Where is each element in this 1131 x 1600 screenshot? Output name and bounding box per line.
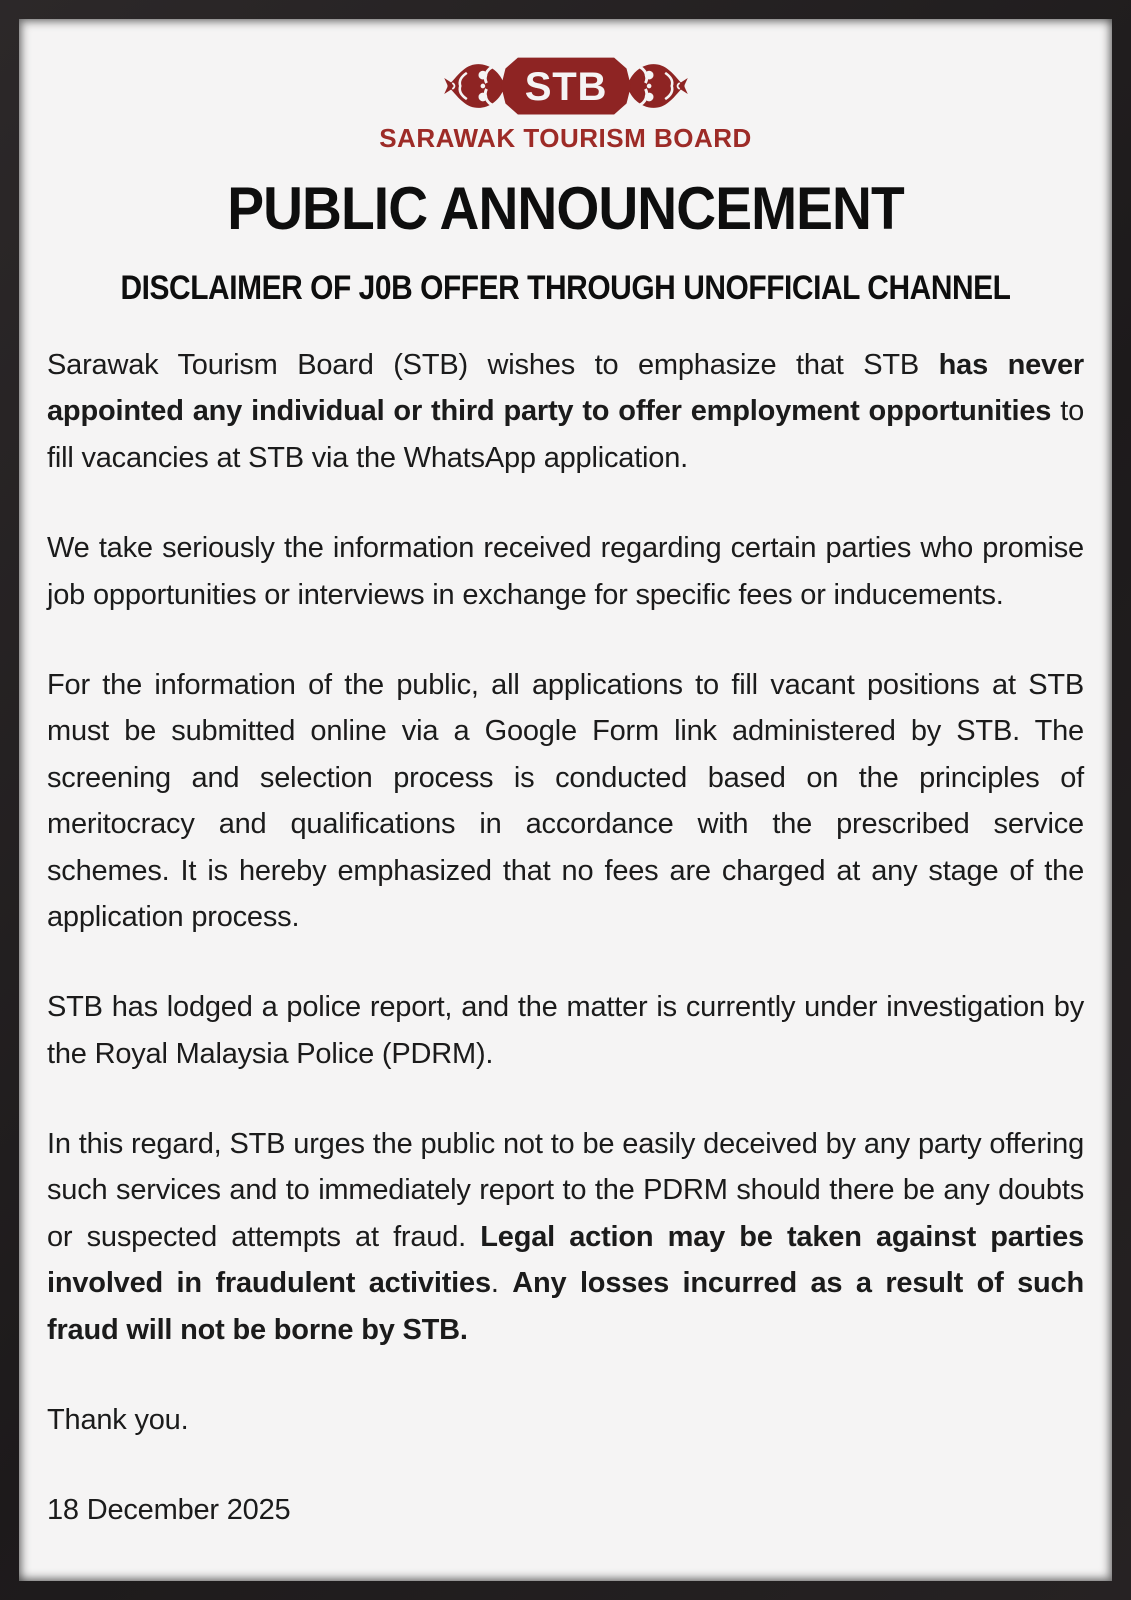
text-segment: STB has lodged a police report, and the matter is currently under investigation by the Royal Malaysia Police (PDRM). [47, 991, 1084, 1070]
paragraph-police-report [47, 984, 1084, 1077]
text-segment: We take seriously the information received regarding certain parties who promise job opportunities or interviews in exchange for specific fees or inducements. [47, 532, 1084, 611]
org-name: SARAWAK TOURISM BOARD [379, 123, 752, 153]
announcement-subtitle: DISCLAIMER OF J0B OFFER THROUGH UNOFFICIAL CHANNEL [120, 269, 1011, 307]
stb-logo-text: STB [524, 64, 607, 109]
stb-logo-icon [441, 51, 691, 121]
paragraph-public-warning [47, 1121, 1084, 1353]
announcement-paper [19, 19, 1112, 1581]
text-segment: Legal action may be taken against parties involved in fraudulent activities [47, 1220, 1084, 1300]
text-segment: Any losses incurred as a result of such fraud will not be borne by STB. [47, 1267, 1084, 1346]
closing-text: Thank you. [47, 1404, 189, 1437]
text-segment: In this regard, STB urges the public not to be easily deceived by any party offering such services and to immediately report to the PDRM should there be any doubts or suspected attempts at fraud. [47, 1128, 1084, 1253]
text-segment: For the information of the public, all applications to fill vacant positions at STB must be submitted online via a Google Form link administered by STB. The screening and selection process is conducted based on the principles of meritocracy and qualifications in accordance with the prescribed service schemes. It is hereby emphasized that no fees are charged at any stage of the application process. [47, 668, 1084, 933]
text-segment: has never appointed any individual or third party to offer employment opportunities [47, 349, 1084, 428]
text-segment: to fill vacancies at STB via the WhatsApp application. [47, 395, 1084, 474]
date-text: 18 December 2025 [47, 1494, 291, 1527]
page-title: PUBLIC ANNOUNCEMENT [227, 175, 904, 242]
announcement-header [47, 51, 1084, 308]
paragraph-application-process [47, 662, 1084, 940]
text-segment: . [490, 1267, 513, 1300]
announcement-body [47, 342, 1084, 1534]
paragraph-whatsapp-disclaimer [47, 342, 1084, 481]
text-segment: Sarawak Tourism Board (STB) wishes to emphasize that STB [47, 349, 939, 381]
paragraph-information-received [47, 525, 1084, 618]
